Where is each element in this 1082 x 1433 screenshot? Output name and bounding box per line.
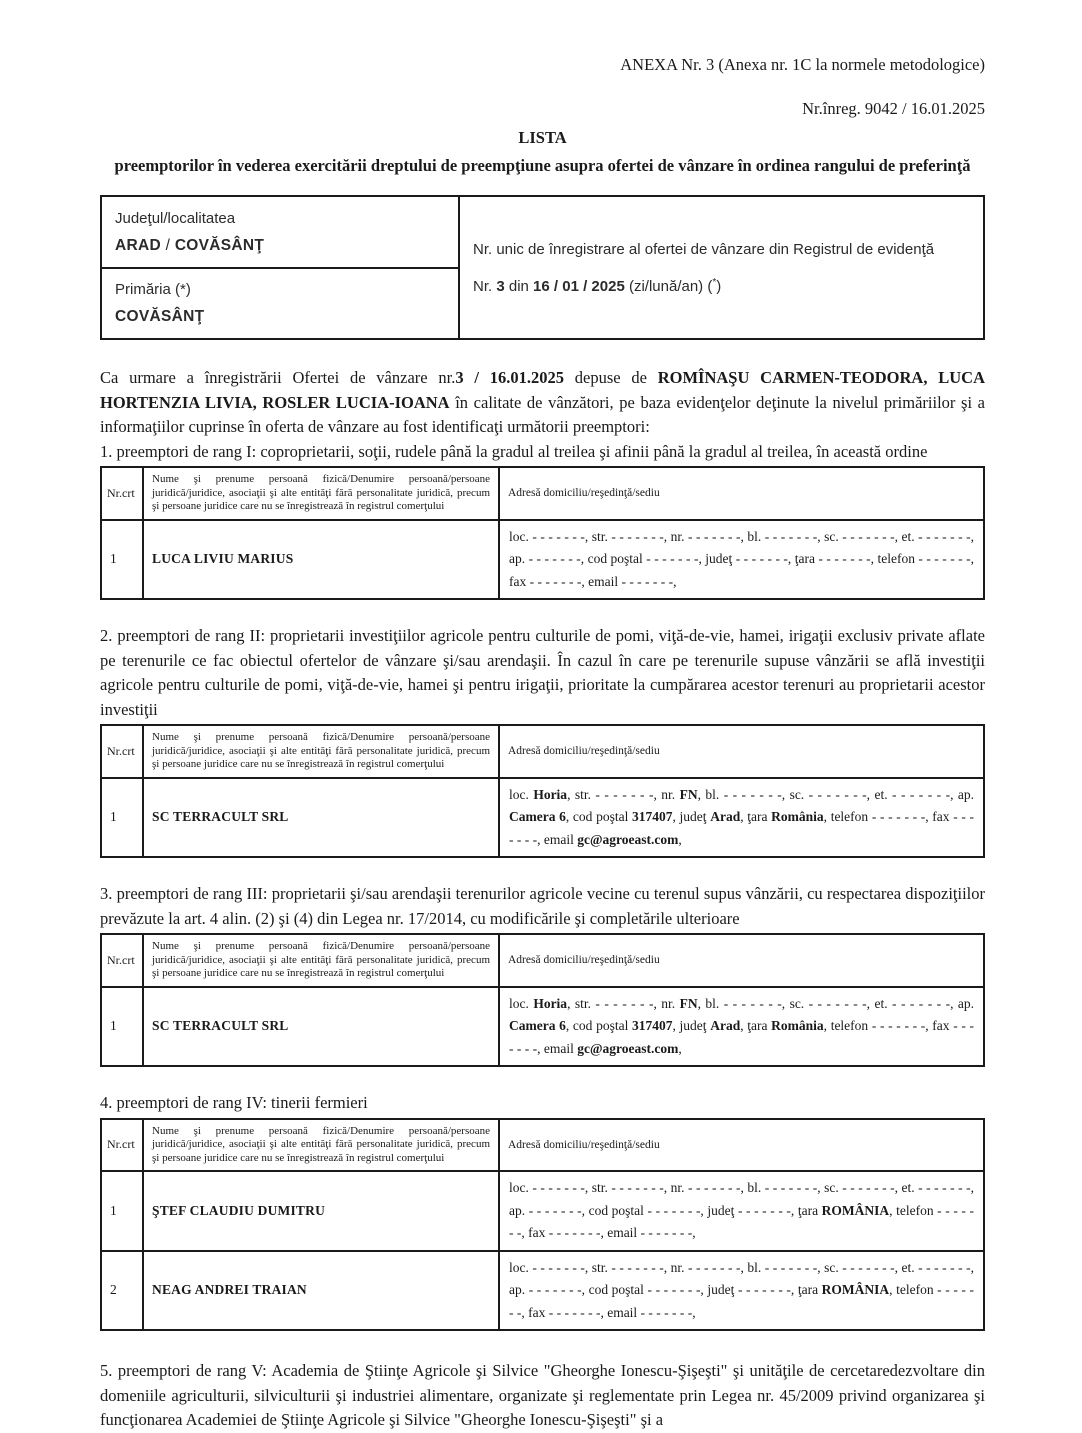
rank-3-table-header [101,934,984,987]
registry-number: Nr. 3 din 16 / 01 / 2025 (zi/lună/an) (*) [473,276,722,295]
rank-4-table-header [101,1119,984,1172]
rank-4-table [100,1118,985,1332]
col-header-address: Adresă domiciliu/reşedinţă/sediu [499,934,984,987]
col-header-nr: Nr.crt [101,467,143,520]
col-header-name: Nume şi prenume persoană fizică/Denumire persoană/persoane juridică/juridice, asociaţii şi alte entităţi fără personalitate juridică, precum şi persoane juridice care nu se înregistrează în registrul comerţului [143,467,499,520]
info-table-row-county [101,196,984,268]
city-hall-cell [101,268,459,339]
preemptor-address: loc. - - - - - - -, str. - - - - - - -, nr. - - - - - - -, bl. - - - - - - -, sc. - - - - - - -, et. - - - - - - -, ap. - - - - - - -, cod poştal - - - - - - -, judeţ - - - - - - -, ţara ROMÂNIA, telefon - - - - - - -, fax - - - - - - -, email - - - - - - -, [499,1171,984,1251]
col-header-nr: Nr.crt [101,725,143,778]
section-2-heading: 2. preemptori de rang II: proprietarii investiţiilor agricole pentru culturile de pomi, viţă-de-vie, hamei, irigaţii exclusiv private aflate pe terenurile ce fac obiectul ofertelor de vânzare şi/sau arendaşii. În cazul în care pe terenurile supuse vânzării se află investiţii agricole pentru culturile de pomi, viţă-de-vie, hamei şi pentru irigaţii, prioritate la cumpărarea acestor terenuri au proprietarii acestor investiţii [100,626,985,719]
rank-1-table-header [101,467,984,520]
preemptor-name: NEAG ANDREI TRAIAN [143,1251,499,1331]
section-4-heading: 4. preemptori de rang IV: tinerii fermieri [100,1093,368,1112]
col-header-nr: Nr.crt [101,934,143,987]
rank-2-table [100,724,985,858]
registration-number-line: Nr.înreg. 9042 / 16.01.2025 [802,99,985,118]
county-label: Judeţul/localitatea [115,209,236,227]
preemptor-address: loc. - - - - - - -, str. - - - - - - -, nr. - - - - - - -, bl. - - - - - - -, sc. - - - - - - -, et. - - - - - - -, ap. - - - - - - -, cod poştal - - - - - - -, judeţ - - - - - - -, ţara ROMÂNIA, telefon - - - - - - -, fax - - - - - - -, email - - - - - - -, [499,1251,984,1331]
row-number: 1 [101,1171,143,1251]
section-3-heading: 3. preemptori de rang III: proprietarii şi/sau arendaşii terenurilor agricole vecine cu terenul supus vânzării, cu respectarea dispoziţiilor prevăzute la art. 4 alin. (2) şi (4) din Legea nr. 17/2014, cu modificările şi completările ulterioare [100,884,985,928]
preemptor-address: loc. - - - - - - -, str. - - - - - - -, nr. - - - - - - -, bl. - - - - - - -, sc. - - - - - - -, et. - - - - - - -, ap. - - - - - - -, cod poştal - - - - - - -, judeţ - - - - - - -, ţara - - - - - - -, telefon - - - - - - -, fax - - - - - - -, email - - - - - - -, [499,520,984,600]
col-header-address: Adresă domiciliu/reşedinţă/sediu [499,467,984,520]
preemptor-address: loc. Horia, str. - - - - - - -, nr. FN, bl. - - - - - - -, sc. - - - - - - -, et. - - - - - - -, ap. Camera 6, cod poştal 317407, judeţ Arad, ţara România, telefon - - - - - - -, fax - - - - - - -, email gc@agroeast.com, [499,778,984,858]
row-number: 2 [101,1251,143,1331]
table-row [101,987,984,1067]
preemptor-name: SC TERRACULT SRL [143,987,499,1067]
city-hall-value: COVĂSÂNŢ [115,308,205,325]
rank-3-table [100,933,985,1067]
table-row [101,1251,984,1331]
preemptor-name: LUCA LIVIU MARIUS [143,520,499,600]
section-5-heading: 5. preemptori de rang V: Academia de Ştiinţe Agricole şi Silvice "Gheorghe Ionescu-Şişeşti" şi unităţile de cercetaredezvoltare din domeniile agriculturii, silviculturii şi industriei alimentare, organizate şi reglementate prin Legea nr. 45/2009 privind organizarea şi funcţionarea Academiei de Ştiinţe Agricole şi Silvice "Gheorghe Ionescu-Şişeşti" şi a [100,1361,985,1429]
rank-2-table-header [101,725,984,778]
col-header-name: Nume şi prenume persoană fizică/Denumire persoană/persoane juridică/juridice, asociaţii şi alte entităţi fără personalitate juridică, precum şi persoane juridice care nu se înregistrează în registrul comerţului [143,725,499,778]
page-title: LISTA [518,128,567,147]
table-row [101,778,984,858]
rank-1-table [100,466,985,600]
page-subtitle: preemptorilor în vederea exercitării dreptului de preempţiune asupra ofertei de vânzare în ordinea rangului de preferinţă [114,156,971,175]
row-number: 1 [101,520,143,600]
city-hall-label: Primăria (*) [115,281,191,298]
col-header-name: Nume şi prenume persoană fizică/Denumire persoană/persoane juridică/juridice, asociaţii şi alte entităţi fără personalitate juridică, precum şi persoane juridice care nu se înregistrează în registrul comerţului [143,1119,499,1172]
col-header-address: Adresă domiciliu/reşedinţă/sediu [499,1119,984,1172]
registration-info-table [100,195,985,340]
preemptor-address: loc. Horia, str. - - - - - - -, nr. FN, bl. - - - - - - -, sc. - - - - - - -, et. - - - - - - -, ap. Camera 6, cod poştal 317407, judeţ Arad, ţara România, telefon - - - - - - -, fax - - - - - - -, email gc@agroeast.com, [499,987,984,1067]
col-header-nr: Nr.crt [101,1119,143,1172]
preemptor-name: SC TERRACULT SRL [143,778,499,858]
section-1-heading: 1. preemptori de rang I: coproprietarii, soţii, rudele până la gradul al treilea şi afinii până la gradul al treilea, în această ordine [100,441,928,461]
registry-label: Nr. unic de înregistrare al ofertei de vânzare din Registrul de evidenţă [473,240,935,258]
col-header-name: Nume şi prenume persoană fizică/Denumire persoană/persoane juridică/juridice, asociaţii şi alte entităţi fără personalitate juridică, precum şi persoane juridice care nu se înregistrează în registrul comerţului [143,934,499,987]
county-cell [101,196,459,268]
table-row [101,1171,984,1251]
annex-line: ANEXA Nr. 3 (Anexa nr. 1C la normele metodologice) [620,55,985,74]
table-row [101,520,984,600]
col-header-address: Adresă domiciliu/reşedinţă/sediu [499,725,984,778]
row-number: 1 [101,778,143,858]
county-value: ARAD / COVĂSÂNŢ [115,236,265,254]
row-number: 1 [101,987,143,1067]
preemptor-name: ŞTEF CLAUDIU DUMITRU [143,1171,499,1251]
registry-cell [459,196,984,339]
intro-paragraph: Ca urmare a înregistrării Ofertei de vânzare nr.3 / 16.01.2025 depuse de ROMÎNAŞU CARMEN-TEODORA, LUCA HORTENZIA LIVIA, ROSLER LUCIA-IOANA în calitate de vânzători, pe baza evidenţelor deţinute la nivelul primăriilor şi a informaţiilor cuprinse în oferta de vânzare au fost identificaţi următorii preemptori: [100,368,985,436]
